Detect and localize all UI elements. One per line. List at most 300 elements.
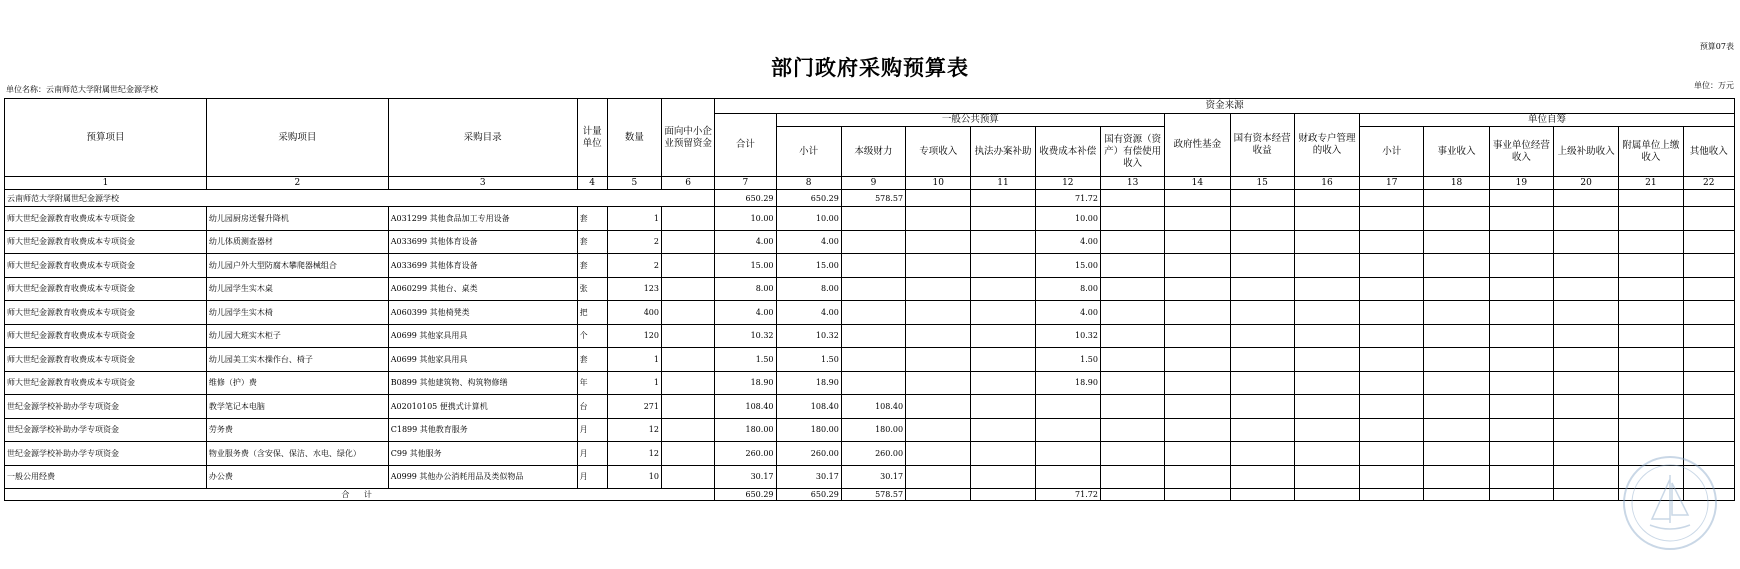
cell-enforcement	[971, 465, 1035, 489]
cell-catalog: A0999 其他办公消耗用品及类似物品	[388, 465, 577, 489]
empty-cell	[1165, 442, 1230, 466]
empty-cell	[1424, 442, 1489, 466]
empty-cell	[1489, 324, 1553, 348]
cell-total: 180.00	[715, 418, 776, 442]
cell-purchase-item: 幼儿园大班实木柜子	[206, 324, 388, 348]
empty-cell	[1165, 190, 1230, 207]
empty-cell	[1230, 442, 1294, 466]
cell-quantity: 271	[607, 395, 661, 419]
empty-cell	[1553, 207, 1618, 231]
cell-subtotal: 108.40	[776, 395, 841, 419]
cell-budget-item: 师大世纪金源教育收费成本专项资金	[5, 277, 207, 301]
empty-cell	[1165, 254, 1230, 278]
unit-summary-local-finance: 578.57	[841, 190, 905, 207]
cell-sme-fund	[661, 207, 714, 231]
cell-local-finance	[841, 324, 905, 348]
cell-quantity: 120	[607, 324, 661, 348]
cell-sme-fund	[661, 418, 714, 442]
cell-measure-unit: 年	[577, 371, 607, 395]
cell-sme-fund	[661, 301, 714, 325]
empty-cell	[1100, 207, 1164, 231]
empty-cell	[1294, 207, 1359, 231]
col-affiliated: 附属单位上缴收入	[1619, 127, 1683, 177]
cell-subtotal: 30.17	[776, 465, 841, 489]
cell-local-finance	[841, 254, 905, 278]
cell-sme-fund	[661, 277, 714, 301]
cell-sme-fund	[661, 442, 714, 466]
empty-cell	[1100, 324, 1164, 348]
column-index: 18	[1424, 177, 1489, 190]
column-index: 17	[1360, 177, 1424, 190]
unit-label: 单位：万元	[1694, 81, 1734, 90]
cell-enforcement	[971, 207, 1035, 231]
column-index: 5	[607, 177, 661, 190]
empty-cell	[1683, 301, 1734, 325]
empty-cell	[1553, 254, 1618, 278]
total-fee-cost: 71.72	[1035, 489, 1100, 501]
cell-measure-unit: 月	[577, 442, 607, 466]
empty-cell	[1230, 371, 1294, 395]
cell-enforcement	[971, 230, 1035, 254]
empty-cell	[1294, 489, 1359, 501]
cell-special-income	[906, 277, 971, 301]
cell-total: 15.00	[715, 254, 776, 278]
cell-quantity: 2	[607, 254, 661, 278]
cell-purchase-item: 幼儿园学生实木椅	[206, 301, 388, 325]
cell-budget-item: 师大世纪金源教育收费成本专项资金	[5, 301, 207, 325]
cell-total: 4.00	[715, 230, 776, 254]
empty-cell	[1165, 230, 1230, 254]
empty-cell	[1619, 324, 1683, 348]
empty-cell	[1424, 254, 1489, 278]
cell-subtotal: 10.32	[776, 324, 841, 348]
cell-budget-item: 师大世纪金源教育收费成本专项资金	[5, 348, 207, 372]
empty-cell	[1230, 301, 1294, 325]
empty-cell	[1683, 324, 1734, 348]
cell-fee-cost: 18.90	[1035, 371, 1100, 395]
procurement-budget-table	[4, 98, 1735, 501]
empty-cell	[1424, 301, 1489, 325]
cell-quantity: 123	[607, 277, 661, 301]
table-row	[5, 230, 1735, 254]
cell-total: 1.50	[715, 348, 776, 372]
empty-cell	[1424, 465, 1489, 489]
total-total: 650.29	[715, 489, 776, 501]
cell-local-finance	[841, 301, 905, 325]
cell-enforcement	[971, 348, 1035, 372]
empty-cell	[1294, 277, 1359, 301]
empty-cell	[1100, 418, 1164, 442]
cell-enforcement	[971, 442, 1035, 466]
cell-measure-unit: 套	[577, 207, 607, 231]
column-index: 15	[1230, 177, 1294, 190]
cell-sme-fund	[661, 348, 714, 372]
empty-cell	[1683, 371, 1734, 395]
cell-budget-item: 师大世纪金源教育收费成本专项资金	[5, 324, 207, 348]
empty-cell	[971, 489, 1035, 501]
table-row	[5, 395, 1735, 419]
empty-cell	[1230, 207, 1294, 231]
cell-quantity: 1	[607, 207, 661, 231]
empty-cell	[1683, 418, 1734, 442]
empty-cell	[1294, 348, 1359, 372]
column-index: 10	[906, 177, 971, 190]
cell-catalog: A060299 其他台、桌类	[388, 277, 577, 301]
empty-cell	[1424, 371, 1489, 395]
cell-measure-unit: 台	[577, 395, 607, 419]
col-quantity: 数量	[607, 99, 661, 177]
col-other-income: 其他收入	[1683, 127, 1734, 177]
empty-cell	[1683, 207, 1734, 231]
empty-cell	[1294, 465, 1359, 489]
empty-cell	[1360, 254, 1424, 278]
cell-catalog: A02010105 便携式计算机	[388, 395, 577, 419]
empty-cell	[1424, 230, 1489, 254]
cell-budget-item: 师大世纪金源教育收费成本专项资金	[5, 207, 207, 231]
cell-measure-unit: 月	[577, 418, 607, 442]
col-purchase-item: 采购项目	[206, 99, 388, 177]
column-index: 9	[841, 177, 905, 190]
empty-cell	[1553, 348, 1618, 372]
empty-cell	[1360, 277, 1424, 301]
cell-special-income	[906, 254, 971, 278]
col-fiscal-account: 财政专户管理的收入	[1294, 114, 1359, 177]
col-self-raised: 单位自筹	[1360, 114, 1735, 127]
empty-cell	[1619, 371, 1683, 395]
cell-budget-item: 师大世纪金源教育收费成本专项资金	[5, 254, 207, 278]
cell-local-finance	[841, 230, 905, 254]
empty-cell	[1553, 277, 1618, 301]
empty-cell	[1424, 395, 1489, 419]
empty-cell	[1294, 324, 1359, 348]
cell-subtotal: 8.00	[776, 277, 841, 301]
empty-cell	[1230, 489, 1294, 501]
cell-purchase-item: 维修（护）费	[206, 371, 388, 395]
table-row	[5, 371, 1735, 395]
empty-cell	[1360, 442, 1424, 466]
cell-budget-item: 师大世纪金源教育收费成本专项资金	[5, 371, 207, 395]
empty-cell	[1360, 207, 1424, 231]
empty-cell	[1489, 465, 1553, 489]
cell-enforcement	[971, 324, 1035, 348]
column-index: 21	[1619, 177, 1683, 190]
empty-cell	[1100, 465, 1164, 489]
empty-cell	[1619, 301, 1683, 325]
cell-enforcement	[971, 254, 1035, 278]
cell-measure-unit: 月	[577, 465, 607, 489]
cell-total: 108.40	[715, 395, 776, 419]
table-row	[5, 301, 1735, 325]
empty-cell	[1360, 301, 1424, 325]
empty-cell	[1553, 395, 1618, 419]
cell-local-finance	[841, 371, 905, 395]
cell-purchase-item: 幼儿园厨房送餐升降机	[206, 207, 388, 231]
cell-catalog: C99 其他服务	[388, 442, 577, 466]
cell-local-finance: 180.00	[841, 418, 905, 442]
table-row	[5, 442, 1735, 466]
cell-fee-cost: 1.50	[1035, 348, 1100, 372]
cell-fee-cost: 4.00	[1035, 230, 1100, 254]
cell-subtotal: 4.00	[776, 230, 841, 254]
col-catalog: 采购目录	[388, 99, 577, 177]
empty-cell	[1424, 207, 1489, 231]
cell-special-income	[906, 418, 971, 442]
cell-catalog: A060399 其他椅凳类	[388, 301, 577, 325]
cell-purchase-item: 幼儿园学生实木桌	[206, 277, 388, 301]
cell-total: 10.32	[715, 324, 776, 348]
cell-subtotal: 4.00	[776, 301, 841, 325]
empty-cell	[1294, 371, 1359, 395]
empty-cell	[1294, 418, 1359, 442]
cell-purchase-item: 物业服务费（含安保、保洁、水电、绿化）	[206, 442, 388, 466]
cell-special-income	[906, 465, 971, 489]
empty-cell	[1619, 418, 1683, 442]
cell-sme-fund	[661, 465, 714, 489]
cell-catalog: A0699 其他家具用具	[388, 324, 577, 348]
empty-cell	[1424, 190, 1489, 207]
cell-special-income	[906, 348, 971, 372]
cell-fee-cost	[1035, 395, 1100, 419]
empty-cell	[1100, 230, 1164, 254]
empty-cell	[1683, 254, 1734, 278]
empty-cell	[1619, 395, 1683, 419]
column-index: 8	[776, 177, 841, 190]
column-index: 11	[971, 177, 1035, 190]
cell-purchase-item: 劳务费	[206, 418, 388, 442]
empty-cell	[1553, 418, 1618, 442]
total-label: 合 计	[5, 489, 715, 501]
empty-cell	[1360, 465, 1424, 489]
empty-cell	[1294, 442, 1359, 466]
empty-cell	[1360, 324, 1424, 348]
empty-cell	[1424, 348, 1489, 372]
empty-cell	[1165, 371, 1230, 395]
empty-cell	[906, 190, 971, 207]
cell-sme-fund	[661, 371, 714, 395]
empty-cell	[1489, 207, 1553, 231]
empty-cell	[1489, 395, 1553, 419]
column-index: 4	[577, 177, 607, 190]
empty-cell	[1360, 395, 1424, 419]
col-state-capital: 国有资本经营收益	[1230, 114, 1294, 177]
cell-special-income	[906, 371, 971, 395]
table-row	[5, 348, 1735, 372]
empty-cell	[1165, 348, 1230, 372]
empty-cell	[1100, 442, 1164, 466]
cell-special-income	[906, 442, 971, 466]
total-row	[5, 489, 1735, 501]
empty-cell	[1489, 442, 1553, 466]
cell-quantity: 400	[607, 301, 661, 325]
cell-measure-unit: 套	[577, 348, 607, 372]
col-budget-item: 预算项目	[5, 99, 207, 177]
empty-cell	[1294, 190, 1359, 207]
cell-special-income	[906, 324, 971, 348]
cell-quantity: 12	[607, 442, 661, 466]
form-code: 预算07表	[1699, 42, 1734, 51]
cell-fee-cost: 8.00	[1035, 277, 1100, 301]
empty-cell	[1294, 230, 1359, 254]
cell-total: 10.00	[715, 207, 776, 231]
empty-cell	[1100, 301, 1164, 325]
empty-cell	[1424, 277, 1489, 301]
cell-catalog: A0699 其他家具用具	[388, 348, 577, 372]
cell-purchase-item: 幼儿园美工实木操作台、椅子	[206, 348, 388, 372]
col-fee-cost: 收费成本补偿	[1035, 127, 1100, 177]
empty-cell	[1619, 254, 1683, 278]
column-index: 20	[1553, 177, 1618, 190]
empty-cell	[1619, 230, 1683, 254]
cell-enforcement	[971, 418, 1035, 442]
cell-total: 30.17	[715, 465, 776, 489]
col-sme-fund: 面向中小企业预留资金	[661, 99, 714, 177]
cell-total: 4.00	[715, 301, 776, 325]
cell-quantity: 1	[607, 371, 661, 395]
cell-quantity: 10	[607, 465, 661, 489]
cell-enforcement	[971, 371, 1035, 395]
empty-cell	[1294, 254, 1359, 278]
cell-budget-item: 世纪金源学校补助办学专项资金	[5, 442, 207, 466]
empty-cell	[1619, 190, 1683, 207]
column-index: 14	[1165, 177, 1230, 190]
cell-local-finance: 30.17	[841, 465, 905, 489]
cell-subtotal: 260.00	[776, 442, 841, 466]
column-index: 16	[1294, 177, 1359, 190]
empty-cell	[971, 190, 1035, 207]
cell-fee-cost: 10.32	[1035, 324, 1100, 348]
page-title: 部门政府采购预算表	[771, 55, 969, 80]
empty-cell	[1619, 277, 1683, 301]
empty-cell	[1294, 301, 1359, 325]
table-row	[5, 418, 1735, 442]
cell-local-finance	[841, 207, 905, 231]
empty-cell	[1489, 230, 1553, 254]
cell-catalog: C1899 其他教育服务	[388, 418, 577, 442]
empty-cell	[1100, 190, 1164, 207]
col-enforcement: 执法办案补助	[971, 127, 1035, 177]
cell-sme-fund	[661, 324, 714, 348]
empty-cell	[1100, 348, 1164, 372]
col-subtotal: 小计	[776, 127, 841, 177]
cell-purchase-item: 幼儿体质测查器材	[206, 230, 388, 254]
column-index: 7	[715, 177, 776, 190]
empty-cell	[1489, 190, 1553, 207]
unit-summary-name: 云南师范大学附属世纪金源学校	[5, 190, 715, 207]
cell-subtotal: 18.90	[776, 371, 841, 395]
column-index: 13	[1100, 177, 1164, 190]
cell-quantity: 2	[607, 230, 661, 254]
empty-cell	[1360, 348, 1424, 372]
empty-cell	[1165, 465, 1230, 489]
cell-budget-item: 一般公用经费	[5, 465, 207, 489]
empty-cell	[1683, 277, 1734, 301]
table-row	[5, 207, 1735, 231]
unit-summary-fee-cost: 71.72	[1035, 190, 1100, 207]
cell-local-finance	[841, 277, 905, 301]
column-index-row	[5, 177, 1735, 190]
cell-total: 18.90	[715, 371, 776, 395]
cell-local-finance	[841, 348, 905, 372]
unit-summary-subtotal: 650.29	[776, 190, 841, 207]
empty-cell	[1230, 348, 1294, 372]
col-total: 合计	[715, 114, 776, 177]
column-index: 22	[1683, 177, 1734, 190]
empty-cell	[1165, 207, 1230, 231]
cell-quantity: 12	[607, 418, 661, 442]
empty-cell	[1553, 230, 1618, 254]
empty-cell	[906, 489, 971, 501]
cell-enforcement	[971, 277, 1035, 301]
cell-local-finance: 260.00	[841, 442, 905, 466]
empty-cell	[1165, 301, 1230, 325]
cell-total: 8.00	[715, 277, 776, 301]
empty-cell	[1424, 324, 1489, 348]
cell-subtotal: 10.00	[776, 207, 841, 231]
empty-cell	[1489, 489, 1553, 501]
empty-cell	[1553, 190, 1618, 207]
cell-fee-cost: 15.00	[1035, 254, 1100, 278]
col-business-income: 事业收入	[1424, 127, 1489, 177]
column-index: 2	[206, 177, 388, 190]
cell-budget-item: 世纪金源学校补助办学专项资金	[5, 418, 207, 442]
empty-cell	[1230, 277, 1294, 301]
cell-sme-fund	[661, 254, 714, 278]
cell-fee-cost	[1035, 442, 1100, 466]
cell-catalog: A033699 其他体育设备	[388, 254, 577, 278]
empty-cell	[1360, 230, 1424, 254]
total-local-finance: 578.57	[841, 489, 905, 501]
col-measure-unit: 计量单位	[577, 99, 607, 177]
empty-cell	[1619, 348, 1683, 372]
empty-cell	[1489, 348, 1553, 372]
column-index: 3	[388, 177, 577, 190]
cell-measure-unit: 个	[577, 324, 607, 348]
col-gov-fund: 政府性基金	[1165, 114, 1230, 177]
empty-cell	[1230, 190, 1294, 207]
cell-total: 260.00	[715, 442, 776, 466]
column-index: 12	[1035, 177, 1100, 190]
table-row	[5, 465, 1735, 489]
cell-measure-unit: 套	[577, 230, 607, 254]
cell-enforcement	[971, 301, 1035, 325]
cell-sme-fund	[661, 230, 714, 254]
empty-cell	[1230, 465, 1294, 489]
cell-subtotal: 180.00	[776, 418, 841, 442]
col-superior-subsidy: 上级补助收入	[1553, 127, 1618, 177]
cell-special-income	[906, 230, 971, 254]
empty-cell	[1230, 230, 1294, 254]
empty-cell	[1165, 489, 1230, 501]
empty-cell	[1165, 277, 1230, 301]
empty-cell	[1360, 489, 1424, 501]
empty-cell	[1489, 254, 1553, 278]
unit-name: 单位名称：云南师范大学附属世纪金源学校	[6, 85, 158, 94]
empty-cell	[1489, 301, 1553, 325]
cell-budget-item: 师大世纪金源教育收费成本专项资金	[5, 230, 207, 254]
empty-cell	[1683, 230, 1734, 254]
cell-catalog: B0899 其他建筑物、构筑物修缮	[388, 371, 577, 395]
empty-cell	[1165, 395, 1230, 419]
table-row	[5, 324, 1735, 348]
cell-catalog: A031299 其他食品加工专用设备	[388, 207, 577, 231]
empty-cell	[1230, 395, 1294, 419]
table-row	[5, 277, 1735, 301]
column-index: 1	[5, 177, 207, 190]
empty-cell	[1100, 371, 1164, 395]
empty-cell	[1683, 190, 1734, 207]
empty-cell	[1230, 324, 1294, 348]
empty-cell	[1100, 489, 1164, 501]
